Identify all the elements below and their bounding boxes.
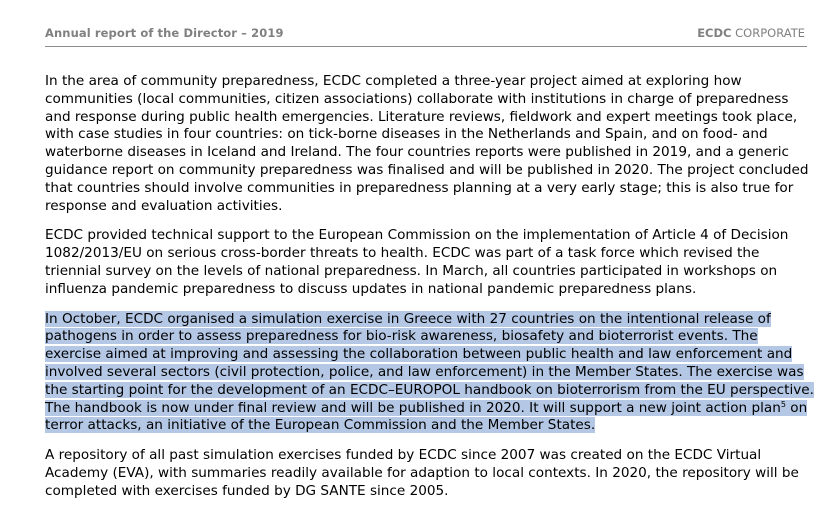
paragraph-community-preparedness: In the area of community preparedness, ECDC completed a three-year project aimed at exploring how communities (local communities, citizen associations) collaborate with institutions in charge of preparedness and response during public health emergencies. Literature reviews, fieldwork and expert meetings took place, with case studies in four countries: on tick-borne diseases in the Netherlands and Spain, and on food- and waterborne diseases in Iceland and Ireland. The four countries reports were published in 2019, and a generic guidance report on community preparedness was finalised and will be published in 2020. The project concluded that countries should involve communities in preparedness planning at a very early stage; this is also true for response and evaluation activities.	[45, 73, 809, 214]
selected-text-main: In October, ECDC organised a simulation exercise in Greece with 27 countries on the intentional release of pathogens in order to assess preparedness for bio-risk awareness, biosafety and bioterrorist events. The exercise aimed at improving and assessing the collaboration between public health and law enforcement and involved several sectors (civil protection, police, and law enforcement) in the Member States. The exercise was the starting point for the development of an ECDC–EUROPOL handbook on bioterrorism from the EU perspective. The handbook is now under final review and will be published in 2020. It will support a new joint action plan	[45, 310, 814, 416]
paragraph-technical-support: ECDC provided technical support to the European Commission on the implementation of Article 4 of Decision 1082/2013/EU on serious cross-border threats to health. ECDC was part of a task force which revised the triennial survey on the levels of national preparedness. In March, all countries participated in workshops on influenza pandemic preparedness to discuss updates in national pandemic preparedness plans.	[45, 227, 789, 297]
selected-text-highlight[interactable]	[45, 311, 814, 434]
page-header	[45, 26, 807, 47]
paragraph-simulation-exercise[interactable]	[45, 311, 815, 436]
org-label	[697, 26, 805, 40]
body-text	[45, 73, 815, 511]
footnote-marker[interactable]: 5	[780, 399, 786, 409]
org-label-bold: ECDC	[697, 26, 732, 40]
org-label-rest: CORPORATE	[731, 26, 805, 40]
selected-text-tail: on terror attacks, an initiative of the European Commission and the Member States.	[45, 399, 808, 434]
report-title: Annual report of the Director – 2019	[45, 26, 284, 40]
paragraph-repository: A repository of all past simulation exercises funded by ECDC since 2007 was created on the ECDC Virtual Academy (EVA), with summaries readily available for adaption to local contexts. In 2020, the repository will be completed with exercises funded by DG SANTE since 2005.	[45, 447, 799, 499]
